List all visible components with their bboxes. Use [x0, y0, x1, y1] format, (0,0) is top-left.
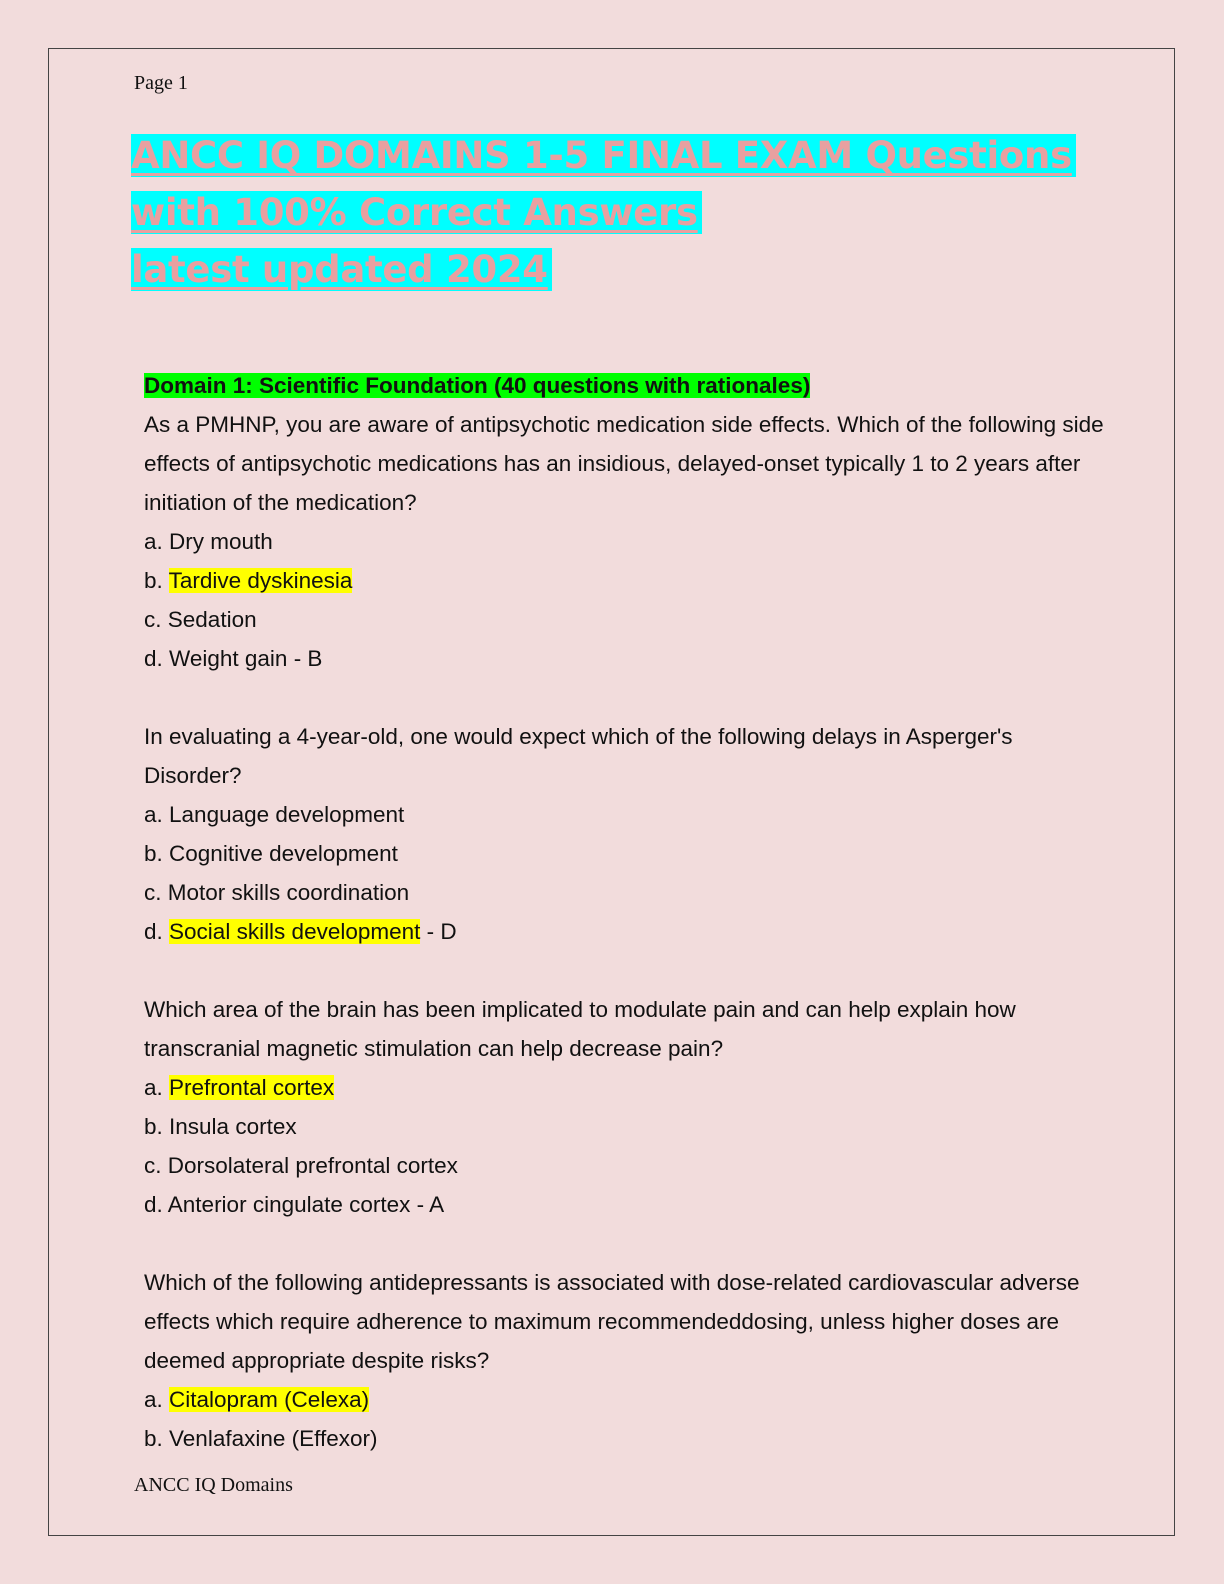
option-prefix: a. — [144, 529, 170, 554]
spacer — [144, 951, 1104, 990]
option-prefix: c. — [144, 1153, 168, 1178]
option-text: Sedation — [167, 607, 257, 632]
answer-option — [144, 1146, 1104, 1185]
option-prefix: d. — [144, 1192, 168, 1217]
option-prefix: d. — [144, 646, 170, 671]
correct-answer-highlight: Social skills development — [169, 919, 421, 944]
answer-option — [144, 1380, 1104, 1419]
answer-option — [144, 1185, 1104, 1224]
option-text: Cognitive development — [169, 841, 398, 866]
option-prefix: b. — [144, 1114, 170, 1139]
option-prefix: b. — [144, 841, 170, 866]
question-stem: Which of the following antidepressants is associated with dose-related cardiovascular adverse effects which require adherence to maximum recommendeddosing, unless higher doses are deemed appropriate despite risks? — [144, 1270, 1080, 1373]
answer-option — [144, 639, 1104, 678]
title-line-2: with 100% Correct Answers — [131, 191, 702, 234]
option-text: Language development — [169, 802, 405, 827]
exam-content — [144, 366, 1104, 1458]
document-title — [131, 127, 1076, 298]
domain-heading — [144, 366, 1104, 405]
answer-key: - D — [420, 919, 457, 944]
option-text: Venlafaxine (Effexor) — [169, 1426, 378, 1451]
page-footer: ANCC IQ Domains — [134, 1474, 293, 1496]
question-stem: In evaluating a 4-year-old, one would expect which of the following delays in Asperger's Disorder? — [144, 724, 1013, 788]
spacer — [144, 1224, 1104, 1263]
answer-option — [144, 561, 1104, 600]
correct-answer-highlight: Citalopram (Celexa) — [169, 1387, 370, 1412]
correct-answer-highlight: Prefrontal cortex — [169, 1075, 335, 1100]
question-stem: As a PMHNP, you are aware of antipsychotic medication side effects. Which of the following side effects of antipsychotic medications has an insidious, delayed-onset typically 1 to 2 years after initiation of the medication? — [144, 412, 1104, 515]
option-text: Insula cortex — [169, 1114, 297, 1139]
option-text: Motor skills coordination — [167, 880, 410, 905]
option-prefix: c. — [144, 880, 168, 905]
answer-option — [144, 1107, 1104, 1146]
spacer — [144, 678, 1104, 717]
answer-option — [144, 1068, 1104, 1107]
option-prefix: a. — [144, 1387, 170, 1412]
question-stem: Which area of the brain has been implicated to modulate pain and can help explain how transcranial magnetic stimulation can help decrease pain? — [144, 997, 1016, 1061]
answer-option — [144, 1419, 1104, 1458]
option-prefix: b. — [144, 1426, 170, 1451]
option-text: Dorsolateral prefrontal cortex — [167, 1153, 458, 1178]
page-number: Page 1 — [134, 72, 188, 94]
answer-option — [144, 795, 1104, 834]
option-prefix: b. — [144, 568, 169, 593]
title-line-3: latest updated 2024 — [131, 248, 552, 291]
option-text: Weight gain - B — [169, 646, 323, 671]
answer-option — [144, 600, 1104, 639]
option-prefix: a. — [144, 802, 170, 827]
answer-option — [144, 834, 1104, 873]
option-prefix: d. — [144, 919, 170, 944]
title-line-1: ANCC IQ DOMAINS 1-5 FINAL EXAM Questions — [131, 134, 1076, 177]
correct-answer-highlight: Tardive dyskinesia — [168, 568, 353, 593]
answer-option — [144, 912, 1104, 951]
answer-option — [144, 873, 1104, 912]
answer-option — [144, 522, 1104, 561]
option-prefix: a. — [144, 1075, 170, 1100]
option-text: Dry mouth — [169, 529, 273, 554]
option-text: Anterior cingulate cortex - A — [167, 1192, 445, 1217]
option-prefix: c. — [144, 607, 168, 632]
domain-heading-text: Domain 1: Scientific Foundation (40 questions with rationales) — [144, 373, 811, 398]
